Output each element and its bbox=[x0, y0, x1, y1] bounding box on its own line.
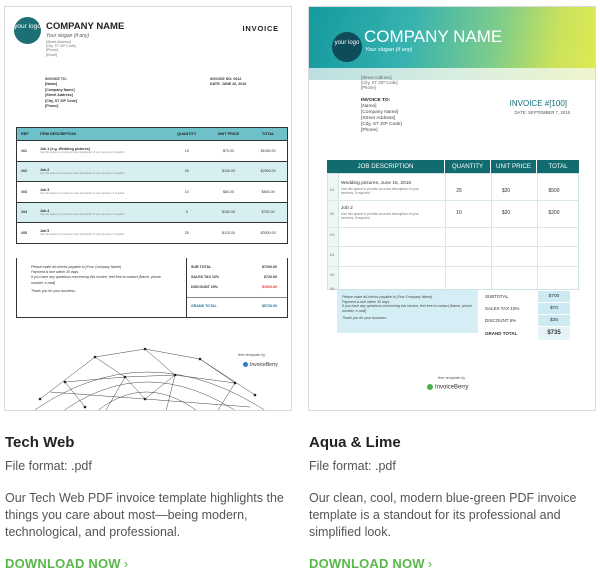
row-number: 02 bbox=[330, 211, 335, 216]
subtotal-value: $700 bbox=[538, 291, 570, 302]
table-row: #04 Job 4 Use this space to provide an extra description of your services, if required. 5 $150.00 $750.00 bbox=[17, 202, 287, 223]
row-number: 05 bbox=[330, 272, 335, 277]
grand-total-label: GRAND TOTAL bbox=[485, 331, 518, 336]
download-now-link[interactable]: DOWNLOAD NOW › bbox=[5, 556, 129, 571]
job-total: $200 bbox=[548, 210, 560, 216]
preview-company-name: COMPANY NAME bbox=[46, 21, 125, 32]
job-total: $500 bbox=[548, 188, 560, 194]
card-file-format: File format: .pdf bbox=[5, 459, 92, 473]
card-title: Tech Web bbox=[5, 434, 75, 451]
tech-web-preview[interactable] bbox=[4, 6, 292, 411]
discount-value: $35 bbox=[538, 315, 570, 326]
tax-label: SALES TAX 10% bbox=[485, 306, 520, 311]
job-quantity: 10 bbox=[456, 210, 462, 216]
download-now-link[interactable]: DOWNLOAD NOW › bbox=[309, 556, 433, 571]
table-row: #02 Job 2 Use this space to provide an extra description of your services, if required. 25 $100.00 $2500.00 bbox=[17, 161, 287, 182]
card-description: Our Tech Web PDF invoice template highlights the things you care about most—being modern, technological, and professional. bbox=[5, 491, 284, 539]
preview-items-table bbox=[16, 127, 288, 244]
grand-total-line: GRAND TOTAL $5720.00 bbox=[191, 304, 277, 308]
preview-credit: free template by bbox=[238, 353, 266, 357]
subtotal-line: SUB TOTAL $7200.00 bbox=[191, 265, 277, 269]
preview-address: [Street Address] [City, ST ZIP Code] [Phone] [Email] bbox=[46, 40, 76, 57]
job-unit-price: $20 bbox=[501, 188, 511, 194]
row-number: 03 bbox=[330, 232, 335, 237]
preview-company-name: COMPANY NAME bbox=[364, 27, 503, 46]
job-title: Wedding pictures, June 16, 2016 bbox=[341, 181, 412, 186]
grand-total-value: $735 bbox=[538, 327, 570, 340]
job-title: Job 2 bbox=[341, 206, 353, 211]
tax-line: SALES TAX 10% $720.00 bbox=[191, 275, 277, 279]
preview-brand: InvoiceBerry bbox=[427, 384, 468, 391]
card-description: Our clean, cool, modern blue-green PDF invoice template is a standout for its professional and simplified look. bbox=[309, 491, 577, 539]
aqua-lime-preview[interactable] bbox=[308, 6, 596, 411]
preview-notes: Please make all checks payable to [Your Company Name] Payment is due within 30 days. If you have any questions concerning this invoice, feel free to contact [Name, phone number, e-mail] Thank you for your business. bbox=[342, 295, 472, 321]
preview-banner-fade bbox=[309, 68, 596, 80]
table-row: #01 Job 1 (e.g. Wedding pictures) Use this space to provide an extra description of your services, if required. 15 $70.00 $1050.00 bbox=[17, 140, 287, 161]
preview-logo: your logo bbox=[14, 17, 41, 44]
preview-invoice-to: INVOICE TO: [Name] [Company Name] [Street Address] [City, ST ZIP Code] [Phone] bbox=[45, 77, 78, 109]
invoiceberry-icon bbox=[427, 384, 433, 390]
tax-value: $70 bbox=[538, 303, 570, 314]
row-number: 04 bbox=[330, 252, 335, 257]
preview-invoice-to: INVOICE TO: [Name] [Company Name] [Street Address] [City, ST ZIP Code] [Phone] bbox=[361, 98, 402, 133]
table-header: REF ITEM DESCRIPTION QUANTITY UNIT PRICE TOTAL bbox=[17, 128, 287, 140]
preview-credit: free template by bbox=[438, 376, 466, 380]
subtotal-label: SUBTOTAL bbox=[485, 294, 509, 299]
table-row: #05 Job 5 Use this space to provide an extra description of your services, if required. 25 $120.00 $3000.00 bbox=[17, 222, 287, 243]
row-number: 01 bbox=[330, 187, 335, 192]
invoiceberry-icon bbox=[243, 362, 248, 367]
preview-slogan: Your slogan (if any) bbox=[365, 47, 413, 53]
preview-logo: your logo bbox=[332, 32, 362, 62]
totals-divider bbox=[187, 297, 287, 298]
chevron-right-icon: › bbox=[427, 556, 433, 571]
job-note: Use this space to provide an extra description of your services, if required. bbox=[341, 212, 419, 220]
table-row: #03 Job 3 Use this space to provide an extra description of your services, if required. 10 $80.00 $800.00 bbox=[17, 181, 287, 202]
preview-invoice-title: INVOICE bbox=[242, 24, 279, 33]
card-title: Aqua & Lime bbox=[309, 434, 401, 451]
preview-slogan: Your slogan (if any) bbox=[46, 33, 90, 39]
preview-address: [Street Address] [City, ST ZIP Code] [Phone] bbox=[361, 75, 398, 91]
job-unit-price: $20 bbox=[501, 210, 511, 216]
card-file-format: File format: .pdf bbox=[309, 459, 396, 473]
network-globe-graphic bbox=[5, 337, 292, 411]
chevron-right-icon: › bbox=[123, 556, 129, 571]
preview-invoice-meta: INVOICE NO: 0012 DATE: JUNE 26, 2016 bbox=[210, 77, 247, 87]
job-note: Use this space to provide an extra description of your services, if required. bbox=[341, 187, 419, 195]
discount-label: DISCOUNT 5% bbox=[485, 318, 517, 323]
preview-notes: Please make all checks payable to [Your Company Name] Payment is due within 30 days. If you have any questions concerning this invoice, feel free to contact [Name, phone number, e-mail] Thank you for your business. bbox=[31, 265, 161, 293]
table-header: JOB DESCRIPTION QUANTITY UNIT PRICE TOTAL bbox=[327, 160, 579, 173]
preview-brand: InvoiceBerry bbox=[243, 362, 278, 368]
row-number: 06 bbox=[330, 286, 335, 291]
discount-line: DISCOUNT 20% $1520.00 bbox=[191, 285, 277, 289]
preview-invoice-date: DATE: SEPTEMBER 7, 2016 bbox=[514, 110, 570, 115]
job-quantity: 25 bbox=[456, 188, 462, 194]
preview-invoice-number: INVOICE #[100] bbox=[509, 99, 567, 108]
